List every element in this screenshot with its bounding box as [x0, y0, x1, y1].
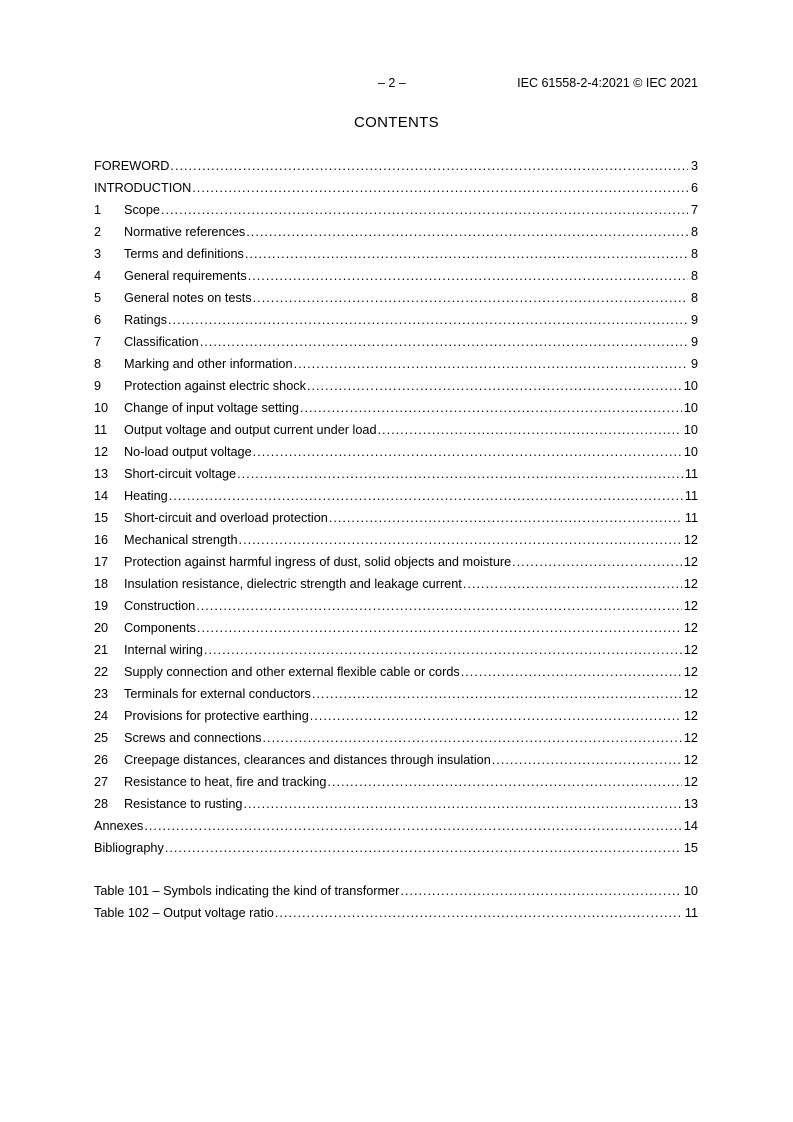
- entry-page-number: 11: [684, 489, 698, 503]
- entry-page-number: 10: [683, 884, 698, 898]
- toc-entry[interactable]: [94, 376, 698, 398]
- entry-title: Table 102 – Output voltage ratio: [94, 906, 274, 920]
- page-header: [94, 76, 698, 92]
- toc-entry[interactable]: [94, 530, 698, 552]
- entry-page-number: 9: [690, 357, 698, 371]
- toc-entry[interactable]: [94, 706, 698, 728]
- toc-entry[interactable]: [94, 222, 698, 244]
- entry-title: Heating: [124, 489, 168, 503]
- toc-entry[interactable]: [94, 772, 698, 794]
- dot-leader: [310, 706, 682, 726]
- toc-entry[interactable]: [94, 728, 698, 750]
- entry-page-number: 12: [683, 577, 698, 591]
- entry-title: Short-circuit and overload protection: [124, 511, 328, 525]
- toc-entry[interactable]: [94, 420, 698, 442]
- entry-title: Classification: [124, 335, 199, 349]
- table-list-entry[interactable]: [94, 903, 698, 925]
- entry-page-number: 13: [683, 797, 698, 811]
- entry-title: Internal wiring: [124, 643, 203, 657]
- entry-number: 23: [94, 687, 109, 701]
- toc-entry[interactable]: [94, 552, 698, 574]
- dot-leader: [312, 684, 682, 704]
- entry-title: Table 101 – Symbols indicating the kind of transformer: [94, 884, 400, 898]
- entry-page-number: 11: [684, 511, 698, 525]
- entry-title: Mechanical strength: [124, 533, 238, 547]
- entry-title: Marking and other information: [124, 357, 293, 371]
- entry-number: 11: [94, 423, 108, 437]
- dot-leader: [512, 552, 682, 572]
- entry-number: 16: [94, 533, 109, 547]
- entry-title: Insulation resistance, dielectric strength and leakage current: [124, 577, 462, 591]
- entry-number: 19: [94, 599, 109, 613]
- entry-number: 18: [94, 577, 109, 591]
- entry-number: 24: [94, 709, 109, 723]
- entry-number: 20: [94, 621, 109, 635]
- entry-page-number: 10: [683, 423, 698, 437]
- entry-title: General requirements: [124, 269, 247, 283]
- toc-entry[interactable]: [94, 618, 698, 640]
- entry-title: Scope: [124, 203, 160, 217]
- dot-leader: [239, 530, 682, 550]
- dot-leader: [161, 200, 688, 220]
- entry-title: Terminals for external conductors: [124, 687, 311, 701]
- dot-leader: [461, 662, 682, 682]
- toc-entry[interactable]: [94, 508, 698, 530]
- entry-page-number: 12: [683, 621, 698, 635]
- entry-page-number: 12: [683, 753, 698, 767]
- entry-page-number: 12: [683, 731, 698, 745]
- toc-entry[interactable]: [94, 684, 698, 706]
- entry-title: Creepage distances, clearances and distances through insulation: [124, 753, 491, 767]
- entry-page-number: 10: [683, 379, 698, 393]
- document-id: IEC 61558-2-4:2021 © IEC 2021: [517, 76, 698, 90]
- toc-entry[interactable]: [94, 816, 698, 838]
- entry-number: 26: [94, 753, 109, 767]
- entry-number: 14: [94, 489, 109, 503]
- table-list-entry[interactable]: [94, 881, 698, 903]
- table-of-contents: [94, 156, 698, 860]
- toc-title: CONTENTS: [354, 114, 439, 131]
- toc-entry[interactable]: [94, 398, 698, 420]
- entry-page-number: 12: [683, 687, 698, 701]
- entry-page-number: 15: [683, 841, 698, 855]
- entry-title: Resistance to rusting: [124, 797, 243, 811]
- dot-leader: [170, 156, 688, 176]
- entry-page-number: 12: [683, 555, 698, 569]
- dot-leader: [492, 750, 682, 770]
- toc-entry[interactable]: [94, 178, 698, 200]
- entry-title: FOREWORD: [94, 159, 170, 173]
- entry-page-number: 12: [683, 709, 698, 723]
- entry-page-number: 7: [690, 203, 698, 217]
- dot-leader: [246, 222, 688, 242]
- dot-leader: [378, 420, 682, 440]
- toc-entry[interactable]: [94, 486, 698, 508]
- entry-number: 2: [94, 225, 102, 239]
- dot-leader: [204, 640, 682, 660]
- entry-title: Output voltage and output current under load: [124, 423, 377, 437]
- entry-number: 28: [94, 797, 109, 811]
- toc-entry[interactable]: [94, 244, 698, 266]
- entry-title: Terms and definitions: [124, 247, 244, 261]
- dot-leader: [192, 178, 688, 198]
- entry-number: 9: [94, 379, 102, 393]
- toc-entry[interactable]: [94, 266, 698, 288]
- entry-title: INTRODUCTION: [94, 181, 192, 195]
- toc-entry[interactable]: [94, 310, 698, 332]
- entry-number: 21: [94, 643, 109, 657]
- entry-number: 3: [94, 247, 102, 261]
- entry-number: 4: [94, 269, 102, 283]
- entry-title: Screws and connections: [124, 731, 262, 745]
- entry-page-number: 12: [683, 533, 698, 547]
- entry-number: 5: [94, 291, 102, 305]
- entry-page-number: 12: [683, 665, 698, 679]
- toc-entry[interactable]: [94, 662, 698, 684]
- entry-page-number: 11: [684, 467, 698, 481]
- page-number: – 2 –: [378, 76, 406, 90]
- entry-page-number: 6: [690, 181, 698, 195]
- dot-leader: [263, 728, 682, 748]
- dot-leader: [168, 310, 688, 330]
- toc-entry[interactable]: [94, 596, 698, 618]
- entry-number: 15: [94, 511, 109, 525]
- toc-entry[interactable]: [94, 750, 698, 772]
- entry-number: 10: [94, 401, 109, 415]
- dot-leader: [463, 574, 682, 594]
- entry-number: 8: [94, 357, 102, 371]
- toc-entry[interactable]: [94, 288, 698, 310]
- dot-leader: [329, 508, 683, 528]
- entry-number: 25: [94, 731, 109, 745]
- toc-entry[interactable]: [94, 838, 698, 860]
- entry-title: Protection against harmful ingress of dust, solid objects and moisture: [124, 555, 512, 569]
- entry-title: General notes on tests: [124, 291, 252, 305]
- toc-entry[interactable]: [94, 464, 698, 486]
- entry-page-number: 8: [690, 225, 698, 239]
- dot-leader: [294, 354, 688, 374]
- toc-entry[interactable]: [94, 200, 698, 222]
- entry-number: 27: [94, 775, 109, 789]
- entry-title: Protection against electric shock: [124, 379, 306, 393]
- toc-entry[interactable]: [94, 354, 698, 376]
- dot-leader: [243, 794, 681, 814]
- list-of-tables: [94, 881, 698, 925]
- entry-title: Resistance to heat, fire and tracking: [124, 775, 327, 789]
- entry-title: Short-circuit voltage: [124, 467, 237, 481]
- entry-page-number: 10: [683, 445, 698, 459]
- entry-number: 1: [94, 203, 102, 217]
- entry-title: Construction: [124, 599, 196, 613]
- entry-page-number: 8: [690, 247, 698, 261]
- entry-number: 13: [94, 467, 109, 481]
- dot-leader: [307, 376, 682, 396]
- entry-number: 22: [94, 665, 109, 679]
- dot-leader: [169, 486, 683, 506]
- entry-page-number: 8: [690, 291, 698, 305]
- dot-leader: [165, 838, 682, 858]
- entry-page-number: 12: [683, 599, 698, 613]
- dot-leader: [400, 881, 682, 901]
- dot-leader: [237, 464, 683, 484]
- entry-title: Bibliography: [94, 841, 164, 855]
- dot-leader: [327, 772, 681, 792]
- dot-leader: [300, 398, 682, 418]
- toc-entry[interactable]: [94, 442, 698, 464]
- entry-page-number: 9: [690, 313, 698, 327]
- dot-leader: [253, 288, 688, 308]
- dot-leader: [253, 442, 682, 462]
- entry-title: Annexes: [94, 819, 144, 833]
- toc-entry[interactable]: [94, 794, 698, 816]
- entry-number: 12: [94, 445, 109, 459]
- entry-page-number: 10: [683, 401, 698, 415]
- dot-leader: [197, 618, 682, 638]
- dot-leader: [196, 596, 682, 616]
- entry-title: Provisions for protective earthing: [124, 709, 309, 723]
- dot-leader: [200, 332, 688, 352]
- entry-page-number: 11: [684, 906, 698, 920]
- entry-title: Change of input voltage setting: [124, 401, 299, 415]
- toc-entry[interactable]: [94, 332, 698, 354]
- entry-title: Ratings: [124, 313, 168, 327]
- dot-leader: [144, 816, 682, 836]
- entry-page-number: 12: [683, 643, 698, 657]
- dot-leader: [245, 244, 688, 264]
- toc-entry[interactable]: [94, 156, 698, 178]
- entry-number: 6: [94, 313, 102, 327]
- toc-entry[interactable]: [94, 640, 698, 662]
- entry-page-number: 3: [690, 159, 698, 173]
- dot-leader: [248, 266, 688, 286]
- entry-title: Normative references: [124, 225, 246, 239]
- entry-page-number: 8: [690, 269, 698, 283]
- entry-page-number: 12: [683, 775, 698, 789]
- entry-title: Components: [124, 621, 196, 635]
- entry-title: Supply connection and other external flexible cable or cords: [124, 665, 460, 679]
- entry-number: 17: [94, 555, 109, 569]
- toc-entry[interactable]: [94, 574, 698, 596]
- entry-page-number: 14: [683, 819, 698, 833]
- entry-number: 7: [94, 335, 102, 349]
- entry-page-number: 9: [690, 335, 698, 349]
- entry-title: No-load output voltage: [124, 445, 252, 459]
- dot-leader: [275, 903, 683, 923]
